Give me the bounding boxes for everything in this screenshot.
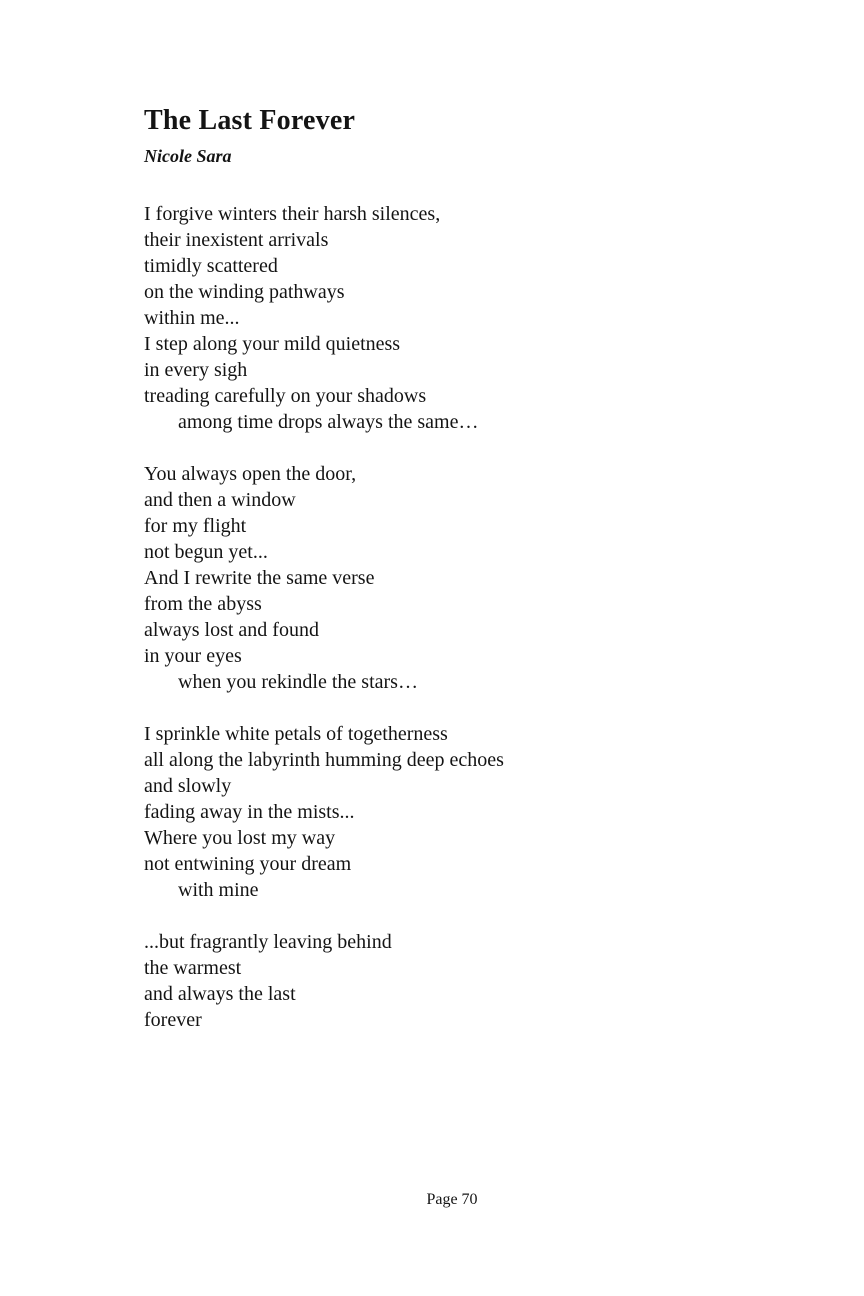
poem-line: I step along your mild quietness [144,333,401,355]
poem-stanza [144,201,760,435]
poem-stanza [144,929,760,1033]
poem-line: You always open the door, [144,463,357,485]
poem-line: always lost and found [144,619,319,641]
poem-line: in every sigh [144,359,248,381]
poem-line: and then a window [144,489,296,511]
poem-body [144,201,760,1033]
poem-author: Nicole Sara [144,146,232,166]
poem-line: with mine [178,879,259,901]
poem-line: for my flight [144,515,247,537]
poem-title: The Last Forever [144,105,356,136]
poem-line: among time drops always the same… [178,411,479,433]
poem-stanza [144,721,760,903]
poem-line: not begun yet... [144,541,268,563]
page-number: Page 70 [426,1191,478,1208]
poem-line: timidly scattered [144,255,278,277]
poem-stanza [144,461,760,695]
poem-line: I forgive winters their harsh silences, [144,203,441,225]
poem-line: forever [144,1009,202,1031]
poem-line: not entwining your dream [144,853,352,875]
poem-line: fading away in the mists... [144,801,355,823]
poem-line: and slowly [144,775,232,797]
poem-line: when you rekindle the stars… [178,671,418,693]
poem-line: all along the labyrinth humming deep echoes [144,749,504,771]
poem-line: on the winding pathways [144,281,345,303]
poem-line: the warmest [144,957,242,979]
poem-line: in your eyes [144,645,242,667]
poem-line: Where you lost my way [144,827,336,849]
poem-line: And I rewrite the same verse [144,567,375,589]
poem-line: their inexistent arrivals [144,229,329,251]
poem-line: treading carefully on your shadows [144,385,427,407]
poem-line: within me... [144,307,240,329]
page-content [144,104,760,1059]
poem-line: and always the last [144,983,296,1005]
poem-line: I sprinkle white petals of togetherness [144,723,448,745]
poem-line: ...but fragrantly leaving behind [144,931,392,953]
poem-line: from the abyss [144,593,262,615]
